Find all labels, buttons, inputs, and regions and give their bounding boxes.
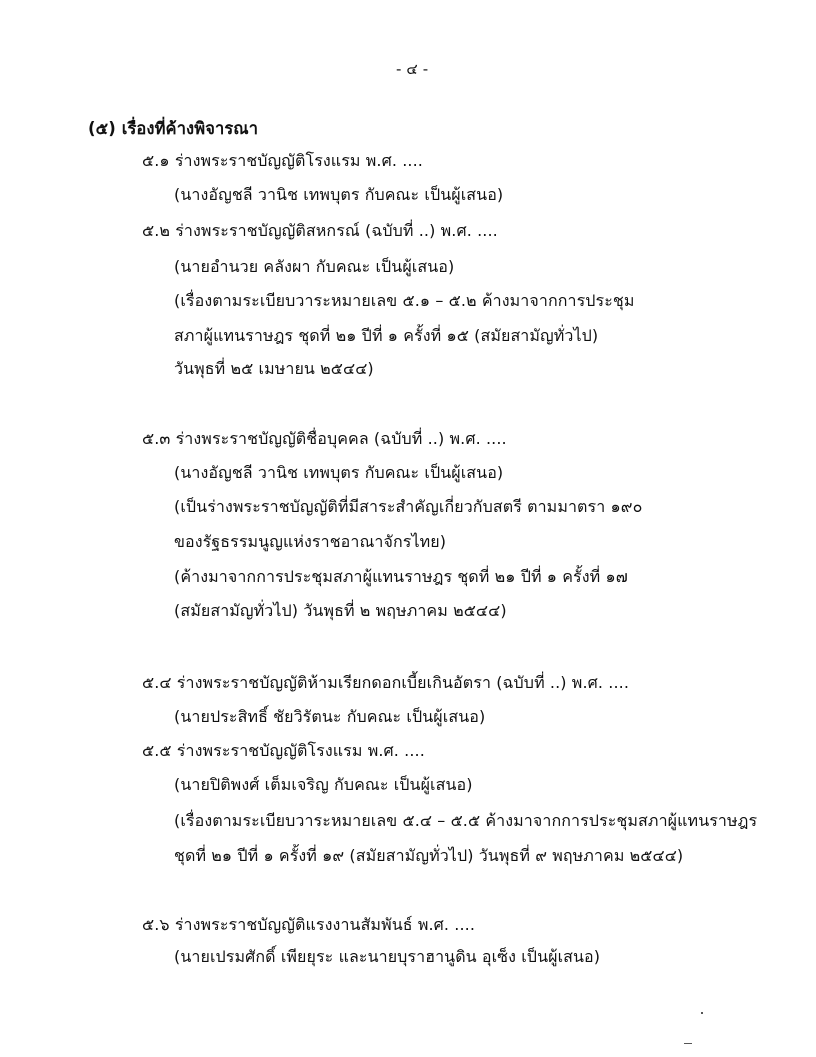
item-5-6-proposer: (นายเปรมศักดิ์ เพียยุระ และนายบุราฮานูดิน อุเซ็ง เป็นผู้เสนอ): [174, 947, 601, 966]
page-number: - ๔ -: [396, 60, 429, 78]
item-5-1-proposer: (นางอัญชลี วานิช เทพบุตร กับคณะ เป็นผู้เสนอ): [174, 185, 504, 204]
item-5-3-note-line-1: (เป็นร่างพระราชบัญญัติที่มีสาระสำคัญเกี่ยวกับสตรี ตามมาตรา ๑๙๐: [174, 497, 643, 516]
agenda-note-line-2: สภาผู้แทนราษฎร ชุดที่ ๒๑ ปีที่ ๑ ครั้งที่ ๑๕ (สมัยสามัญทั่วไป): [174, 326, 599, 345]
item-5-3-note-line-4: (สมัยสามัญทั่วไป) วันพุธที่ ๒ พฤษภาคม ๒๕๔๔): [174, 601, 507, 620]
section-heading: (๕) เรื่องที่ค้างพิจารณา: [88, 119, 259, 138]
agenda-note-line-3: วันพุธที่ ๒๕ เมษายน ๒๕๔๔): [174, 359, 374, 378]
scan-speck: [701, 1012, 703, 1014]
item-5-4-title: ๕.๔ ร่างพระราชบัญญัติห้ามเรียกดอกเบี้ยเกินอัตรา (ฉบับที่ ..) พ.ศ. ....: [142, 673, 630, 692]
agenda-note-2-line-1: (เรื่องตามระเบียบวาระหมายเลข ๕.๔ – ๕.๕ ค้างมาจากการประชุมสภาผู้แทนราษฎร: [174, 811, 758, 830]
item-5-3-proposer: (นางอัญชลี วานิช เทพบุตร กับคณะ เป็นผู้เสนอ): [174, 463, 504, 482]
item-5-4-proposer: (นายประสิทธิ์ ชัยวิรัตนะ กับคณะ เป็นผู้เสนอ): [174, 707, 486, 726]
item-5-5-title: ๕.๕ ร่างพระราชบัญญัติโรงแรม พ.ศ. ....: [142, 741, 425, 760]
item-5-3-title: ๕.๓ ร่างพระราชบัญญัติชื่อบุคคล (ฉบับที่ ..) พ.ศ. ....: [142, 429, 507, 448]
item-5-3-note-line-2: ของรัฐธรรมนูญแห่งราชอาณาจักรไทย): [174, 532, 447, 551]
scan-speck: [684, 1043, 692, 1044]
agenda-note-2-line-2: ชุดที่ ๒๑ ปีที่ ๑ ครั้งที่ ๑๙ (สมัยสามัญทั่วไป) วันพุธที่ ๙ พฤษภาคม ๒๕๔๔): [174, 846, 684, 865]
item-5-2-title: ๕.๒ ร่างพระราชบัญญัติสหกรณ์ (ฉบับที่ ..) พ.ศ. ....: [142, 221, 498, 240]
item-5-5-proposer: (นายปิติพงศ์ เต็มเจริญ กับคณะ เป็นผู้เสนอ): [174, 775, 473, 794]
item-5-1-title: ๕.๑ ร่างพระราชบัญญัติโรงแรม พ.ศ. ....: [142, 151, 423, 170]
agenda-note-line-1: (เรื่องตามระเบียบวาระหมายเลข ๕.๑ – ๕.๒ ค้างมาจากการประชุม: [174, 291, 635, 310]
item-5-2-proposer: (นายอำนวย คลังผา กับคณะ เป็นผู้เสนอ): [174, 257, 455, 276]
item-5-6-title: ๕.๖ ร่างพระราชบัญญัติแรงงานสัมพันธ์ พ.ศ. ....: [142, 915, 476, 934]
item-5-3-note-line-3: (ค้างมาจากการประชุมสภาผู้แทนราษฎร ชุดที่ ๒๑ ปีที่ ๑ ครั้งที่ ๑๗: [174, 567, 628, 586]
